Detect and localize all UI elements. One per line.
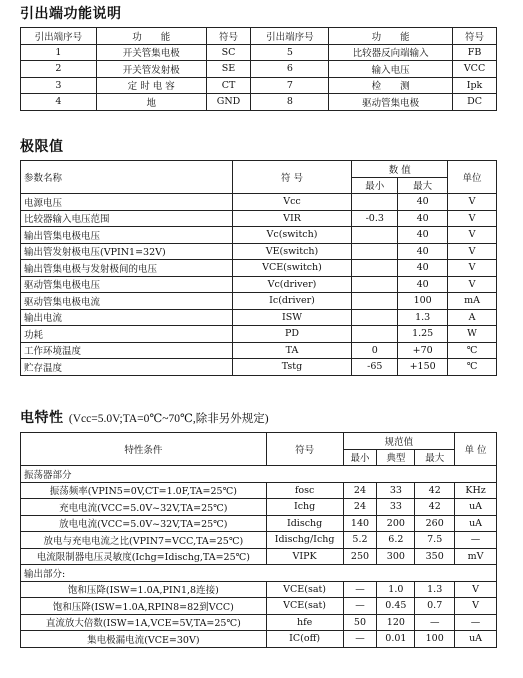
elec-cell: Idischg/Ichg (266, 532, 343, 549)
limits-cell: ISW (232, 309, 352, 326)
elec-header-range: 规范值 (343, 433, 455, 450)
elec-header-symbol: 符号 (266, 433, 343, 466)
table-row (21, 44, 497, 61)
elec-cell: 200 (377, 515, 415, 532)
limits-cell: Vc(switch) (232, 227, 352, 244)
limits-cell: 40 (398, 260, 448, 277)
limits-cell: 1.25 (398, 326, 448, 343)
pin-cell: 7 (251, 77, 329, 94)
elec-cell: — (455, 532, 497, 549)
limits-cell: -0.3 (352, 210, 398, 227)
elec-cell: Idischg (266, 515, 343, 532)
elec-cell: V (455, 598, 497, 615)
limits-table (20, 160, 497, 376)
limits-header-param: 参数名称 (21, 161, 233, 194)
elec-header-min: 最小 (343, 449, 377, 466)
limits-cell: 输出管集电极与发射极间的电压 (21, 260, 233, 277)
elec-header-typ: 典型 (377, 449, 415, 466)
elec-cell: 33 (377, 482, 415, 499)
limits-cell: 电源电压 (21, 194, 233, 211)
limits-header-value: 数 值 (352, 161, 448, 178)
table-row (21, 499, 497, 516)
pin-header-cell: 符号 (206, 28, 251, 45)
elec-cell: — (343, 598, 377, 615)
pin-cell: VCC (453, 61, 497, 78)
elec-cell: 0.7 (415, 598, 455, 615)
pin-cell: 4 (21, 94, 97, 111)
limits-cell: 100 (398, 293, 448, 310)
limits-cell: V (448, 276, 497, 293)
group-label: 振荡器部分 (21, 466, 497, 483)
elec-title-text: 电特性 (20, 410, 64, 426)
pin-cell: 开关管集电极 (96, 44, 206, 61)
table-row (21, 598, 497, 615)
table-row (21, 77, 497, 94)
elec-cell: 放电与充电电流之比(VPIN7=VCC,TA=25℃) (21, 532, 267, 549)
elec-cell: 140 (343, 515, 377, 532)
pin-header-cell: 引出端序号 (21, 28, 97, 45)
limits-cell: 1.3 (398, 309, 448, 326)
elec-cell: 饱和压降(ISW=1.0A,RPIN8=82到VCC) (21, 598, 267, 615)
pin-cell: GND (206, 94, 251, 111)
table-row (21, 482, 497, 499)
limits-cell: 输出电流 (21, 309, 233, 326)
elec-cell: 7.5 (415, 532, 455, 549)
limits-cell: 40 (398, 276, 448, 293)
elec-cell: 饱和压降(ISW=1.0A,PIN1,8连接) (21, 581, 267, 598)
pin-cell: CT (206, 77, 251, 94)
table-row (21, 614, 497, 631)
pin-cell: SE (206, 61, 251, 78)
elec-cell: IC(off) (266, 631, 343, 648)
elec-cell: fosc (266, 482, 343, 499)
elec-cell: 0.45 (377, 598, 415, 615)
table-row (21, 61, 497, 78)
pin-header-cell: 符号 (453, 28, 497, 45)
elec-cell: VIPK (266, 548, 343, 565)
pin-header-cell: 功 能 (96, 28, 206, 45)
elec-cell: 6.2 (377, 532, 415, 549)
pin-cell: Ipk (453, 77, 497, 94)
limits-cell: V (448, 243, 497, 260)
limits-cell: 驱动管集电极电流 (21, 293, 233, 310)
elec-cell: 1.0 (377, 581, 415, 598)
elec-title (20, 407, 269, 427)
limits-cell: -65 (352, 359, 398, 376)
pin-cell: 6 (251, 61, 329, 78)
electrical-table (20, 432, 497, 648)
limits-header-symbol: 符 号 (232, 161, 352, 194)
limits-cell: 输出管发射极电压(VPIN1=32V) (21, 243, 233, 260)
limits-cell: V (448, 260, 497, 277)
pin-cell: 8 (251, 94, 329, 111)
limits-cell: 比较器输入电压范围 (21, 210, 233, 227)
limits-cell: W (448, 326, 497, 343)
group-row (21, 565, 497, 582)
elec-cell: VCE(sat) (266, 581, 343, 598)
table-row (21, 326, 497, 343)
limits-cell: 40 (398, 210, 448, 227)
elec-header-unit: 单 位 (455, 433, 497, 466)
limits-header-min: 最小 (352, 177, 398, 194)
limits-cell: TA (232, 342, 352, 359)
limits-cell (352, 194, 398, 211)
limits-cell (352, 243, 398, 260)
limits-cell: VIR (232, 210, 352, 227)
table-row (21, 276, 497, 293)
elec-cell: 120 (377, 614, 415, 631)
elec-cell: 42 (415, 499, 455, 516)
limits-cell: mA (448, 293, 497, 310)
pin-cell: 开关管发射极 (96, 61, 206, 78)
table-row (21, 581, 497, 598)
elec-cell: 33 (377, 499, 415, 516)
elec-cell: 5.2 (343, 532, 377, 549)
table-row (21, 260, 497, 277)
limits-cell: 贮存温度 (21, 359, 233, 376)
table-row (21, 548, 497, 565)
pin-cell: 5 (251, 44, 329, 61)
elec-cell: V (455, 581, 497, 598)
pin-function-table (20, 27, 497, 111)
group-row (21, 466, 497, 483)
table-row (21, 309, 497, 326)
pin-cell: 检 测 (329, 77, 453, 94)
limits-cell: Tstg (232, 359, 352, 376)
limits-cell: A (448, 309, 497, 326)
table-row (21, 631, 497, 648)
table-row (21, 94, 497, 111)
table-row (21, 532, 497, 549)
pin-cell: 2 (21, 61, 97, 78)
pin-cell: 比较器反向端输入 (329, 44, 453, 61)
elec-cell: hfe (266, 614, 343, 631)
limits-cell (352, 309, 398, 326)
elec-cell: 300 (377, 548, 415, 565)
pin-cell: SC (206, 44, 251, 61)
elec-cell: 振荡频率(VPIN5=0V,CT=1.0F,TA=25℃) (21, 482, 267, 499)
elec-cell: 电流限制器电压灵敏度(Ichg=Idischg,TA=25℃) (21, 548, 267, 565)
limits-cell: Ic(driver) (232, 293, 352, 310)
elec-cell: 350 (415, 548, 455, 565)
elec-cell: 24 (343, 482, 377, 499)
elec-cell: 充电电流(VCC=5.0V~32V,TA=25℃) (21, 499, 267, 516)
limits-cell (352, 276, 398, 293)
elec-cell: uA (455, 515, 497, 532)
table-row (21, 359, 497, 376)
limits-cell: 驱动管集电极电压 (21, 276, 233, 293)
elec-cell: uA (455, 631, 497, 648)
elec-cell: VCE(sat) (266, 598, 343, 615)
limits-cell (352, 326, 398, 343)
table-row (21, 210, 497, 227)
limits-cell: ℃ (448, 359, 497, 376)
elec-cell: — (343, 581, 377, 598)
elec-cell: — (415, 614, 455, 631)
elec-cell: 24 (343, 499, 377, 516)
elec-cell: 260 (415, 515, 455, 532)
limits-title: 极限值 (20, 139, 64, 155)
limits-cell: 40 (398, 194, 448, 211)
pin-cell: FB (453, 44, 497, 61)
group-label: 输出部分: (21, 565, 497, 582)
limits-cell (352, 260, 398, 277)
limits-cell: Vcc (232, 194, 352, 211)
table-row (21, 243, 497, 260)
table-row (21, 194, 497, 211)
limits-cell: 功耗 (21, 326, 233, 343)
elec-cell: 直流放大倍数(ISW=1A,VCE=5V,TA=25℃) (21, 614, 267, 631)
limits-cell (352, 227, 398, 244)
pin-cell: 输入电压 (329, 61, 453, 78)
elec-cell: 250 (343, 548, 377, 565)
pin-cell: 驱动管集电极 (329, 94, 453, 111)
elec-cell: uA (455, 499, 497, 516)
pin-cell: DC (453, 94, 497, 111)
limits-cell: ℃ (448, 342, 497, 359)
limits-cell: PD (232, 326, 352, 343)
limits-header-unit: 单位 (448, 161, 497, 194)
pin-header-cell: 引出端序号 (251, 28, 329, 45)
elec-header-cond: 特性条件 (21, 433, 267, 466)
elec-cell: 100 (415, 631, 455, 648)
pin-header-cell: 功 能 (329, 28, 453, 45)
elec-cell: — (343, 631, 377, 648)
elec-cell: 42 (415, 482, 455, 499)
elec-subtitle: (Vcc=5.0V;TA=0℃~70℃,除非另外规定) (68, 413, 269, 425)
limits-cell: Vc(driver) (232, 276, 352, 293)
limits-cell: 工作环境温度 (21, 342, 233, 359)
limits-cell: +70 (398, 342, 448, 359)
elec-cell: 集电极漏电流(VCE=30V) (21, 631, 267, 648)
elec-cell: Ichg (266, 499, 343, 516)
elec-cell: KHz (455, 482, 497, 499)
elec-cell: 50 (343, 614, 377, 631)
elec-cell: 放电电流(VCC=5.0V~32V,TA=25℃) (21, 515, 267, 532)
elec-cell: mV (455, 548, 497, 565)
limits-cell: 40 (398, 227, 448, 244)
limits-cell: V (448, 210, 497, 227)
limits-cell: +150 (398, 359, 448, 376)
pin-cell: 1 (21, 44, 97, 61)
table-row (21, 227, 497, 244)
elec-cell: 1.3 (415, 581, 455, 598)
limits-cell: 输出管集电极电压 (21, 227, 233, 244)
limits-cell: VCE(switch) (232, 260, 352, 277)
pin-cell: 地 (96, 94, 206, 111)
pin-cell: 定 时 电 容 (96, 77, 206, 94)
table-row (21, 293, 497, 310)
limits-cell: V (448, 227, 497, 244)
limits-cell: 0 (352, 342, 398, 359)
limits-cell (352, 293, 398, 310)
elec-cell: — (455, 614, 497, 631)
pin-function-title: 引出端功能说明 (20, 6, 122, 22)
table-row (21, 515, 497, 532)
table-row (21, 342, 497, 359)
limits-cell: V (448, 194, 497, 211)
pin-header-row (21, 28, 497, 45)
limits-cell: 40 (398, 243, 448, 260)
elec-cell: 0.01 (377, 631, 415, 648)
limits-cell: VE(switch) (232, 243, 352, 260)
elec-header-max: 最大 (415, 449, 455, 466)
pin-cell: 3 (21, 77, 97, 94)
limits-header-max: 最大 (398, 177, 448, 194)
